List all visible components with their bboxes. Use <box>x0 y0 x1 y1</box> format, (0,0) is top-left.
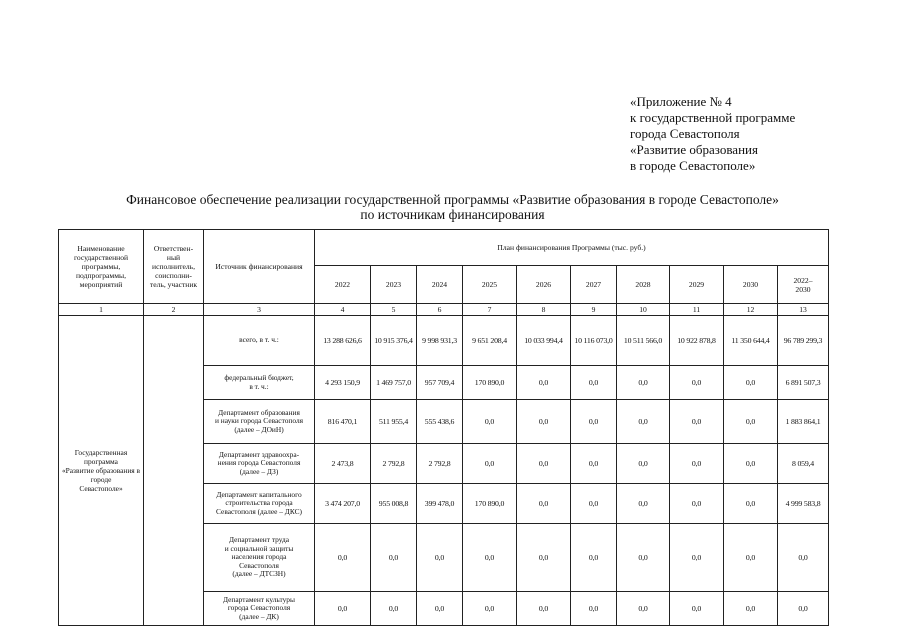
amount-cell: 0,0 <box>571 366 617 400</box>
amount-cell: 10 915 376,4 <box>371 316 417 366</box>
amount-cell: 10 922 878,8 <box>670 316 724 366</box>
amount-cell: 11 350 644,4 <box>724 316 778 366</box>
amount-cell: 13 288 626,6 <box>315 316 371 366</box>
amount-cell: 0,0 <box>670 484 724 524</box>
amount-cell: 0,0 <box>517 400 571 444</box>
column-number: 10 <box>617 304 670 316</box>
amount-cell: 6 891 507,3 <box>778 366 829 400</box>
amount-cell: 0,0 <box>670 366 724 400</box>
amount-cell: 0,0 <box>517 592 571 626</box>
amount-cell: 2 792,8 <box>371 444 417 484</box>
header-year: 2027 <box>571 266 617 304</box>
amount-cell: 170 890,0 <box>463 366 517 400</box>
amount-cell: 0,0 <box>371 592 417 626</box>
header-year: 2029 <box>670 266 724 304</box>
funding-source: Департамент образования и науки города Севастополя (далее – ДОиН) <box>204 400 315 444</box>
document-title <box>0 192 905 222</box>
amount-cell: 0,0 <box>517 366 571 400</box>
responsible-cell <box>144 316 204 626</box>
amount-cell: 0,0 <box>670 400 724 444</box>
amount-cell: 0,0 <box>670 524 724 592</box>
column-number: 11 <box>670 304 724 316</box>
header-plan: План финансирования Программы (тыс. руб.) <box>315 230 829 266</box>
financing-table <box>58 229 829 626</box>
amount-cell: 96 789 299,3 <box>778 316 829 366</box>
funding-source: Департамент здравоохра- нения города Севастополя (далее – ДЗ) <box>204 444 315 484</box>
funding-source: Департамент культуры города Севастополя (далее – ДК) <box>204 592 315 626</box>
amount-cell: 0,0 <box>670 444 724 484</box>
amount-cell: 9 998 931,3 <box>417 316 463 366</box>
column-number: 1 <box>59 304 144 316</box>
header-year: 2026 <box>517 266 571 304</box>
amount-cell: 9 651 208,4 <box>463 316 517 366</box>
title-line-2: по источникам финансирования <box>360 207 545 222</box>
amount-cell: 10 033 994,4 <box>517 316 571 366</box>
program-name: Государственная программа «Развитие образования в городе Севастополе» <box>59 316 144 626</box>
amount-cell: 0,0 <box>571 484 617 524</box>
funding-source: всего, в т. ч.: <box>204 316 315 366</box>
column-number: 12 <box>724 304 778 316</box>
amount-cell: 0,0 <box>315 592 371 626</box>
amount-cell: 0,0 <box>617 366 670 400</box>
amount-cell: 3 474 207,0 <box>315 484 371 524</box>
header-year: 2025 <box>463 266 517 304</box>
amount-cell: 0,0 <box>517 524 571 592</box>
column-number: 9 <box>571 304 617 316</box>
amount-cell: 0,0 <box>315 524 371 592</box>
amount-cell: 10 116 073,0 <box>571 316 617 366</box>
amount-cell: 1 883 864,1 <box>778 400 829 444</box>
amount-cell: 1 469 757,0 <box>371 366 417 400</box>
annex-line: «Приложение № 4 <box>630 94 732 109</box>
amount-cell: 0,0 <box>571 444 617 484</box>
amount-cell: 2 792,8 <box>417 444 463 484</box>
amount-cell: 0,0 <box>517 444 571 484</box>
header-source: Источник финансирования <box>204 230 315 304</box>
annex-line: в городе Севастополе» <box>630 158 756 173</box>
column-number: 2 <box>144 304 204 316</box>
header-name: Наименование государственной программы, подпрограммы, мероприятий <box>59 230 144 304</box>
amount-cell: 8 059,4 <box>778 444 829 484</box>
amount-cell: 0,0 <box>617 444 670 484</box>
amount-cell: 957 709,4 <box>417 366 463 400</box>
header-year: 2024 <box>417 266 463 304</box>
funding-source: федеральный бюджет, в т. ч.: <box>204 366 315 400</box>
amount-cell: 0,0 <box>371 524 417 592</box>
annex-line: к государственной программе <box>630 110 796 125</box>
amount-cell: 0,0 <box>724 366 778 400</box>
amount-cell: 0,0 <box>617 400 670 444</box>
amount-cell: 10 511 566,0 <box>617 316 670 366</box>
header-year: 2022– 2030 <box>778 266 829 304</box>
amount-cell: 0,0 <box>463 592 517 626</box>
amount-cell: 0,0 <box>463 400 517 444</box>
header-year: 2023 <box>371 266 417 304</box>
annex-line: города Севастополя <box>630 126 740 141</box>
column-number: 6 <box>417 304 463 316</box>
table-row <box>59 316 829 366</box>
amount-cell: 0,0 <box>571 592 617 626</box>
amount-cell: 399 478,0 <box>417 484 463 524</box>
amount-cell: 0,0 <box>778 592 829 626</box>
amount-cell: 511 955,4 <box>371 400 417 444</box>
annex-line: «Развитие образования <box>630 142 758 157</box>
amount-cell: 0,0 <box>463 524 517 592</box>
amount-cell: 0,0 <box>778 524 829 592</box>
amount-cell: 4 999 583,8 <box>778 484 829 524</box>
amount-cell: 816 470,1 <box>315 400 371 444</box>
funding-source: Департамент капитального строительства города Севастополя (далее – ДКС) <box>204 484 315 524</box>
column-number: 4 <box>315 304 371 316</box>
amount-cell: 0,0 <box>670 592 724 626</box>
amount-cell: 4 293 150,9 <box>315 366 371 400</box>
amount-cell: 170 890,0 <box>463 484 517 524</box>
amount-cell: 0,0 <box>617 592 670 626</box>
header-year: 2028 <box>617 266 670 304</box>
amount-cell: 0,0 <box>724 592 778 626</box>
amount-cell: 0,0 <box>571 400 617 444</box>
header-year: 2022 <box>315 266 371 304</box>
amount-cell: 0,0 <box>724 444 778 484</box>
amount-cell: 0,0 <box>517 484 571 524</box>
column-number: 8 <box>517 304 571 316</box>
header-responsible: Ответствен- ный исполнитель, соисполни- тель, участник <box>144 230 204 304</box>
header-year: 2030 <box>724 266 778 304</box>
amount-cell: 0,0 <box>463 444 517 484</box>
title-line-1: Финансовое обеспечение реализации государственной программы «Развитие образования в городе Севастополе» <box>126 192 779 207</box>
amount-cell: 0,0 <box>617 524 670 592</box>
amount-cell: 955 008,8 <box>371 484 417 524</box>
column-number: 3 <box>204 304 315 316</box>
amount-cell: 0,0 <box>417 592 463 626</box>
funding-source: Департамент труда и социальной защиты населения города Севастополя (далее – ДТСЗН) <box>204 524 315 592</box>
amount-cell: 0,0 <box>724 400 778 444</box>
amount-cell: 0,0 <box>571 524 617 592</box>
column-number: 7 <box>463 304 517 316</box>
amount-cell: 555 438,6 <box>417 400 463 444</box>
amount-cell: 2 473,8 <box>315 444 371 484</box>
amount-cell: 0,0 <box>724 524 778 592</box>
column-number: 5 <box>371 304 417 316</box>
amount-cell: 0,0 <box>617 484 670 524</box>
amount-cell: 0,0 <box>417 524 463 592</box>
annex-heading <box>630 94 795 174</box>
amount-cell: 0,0 <box>724 484 778 524</box>
column-number: 13 <box>778 304 829 316</box>
